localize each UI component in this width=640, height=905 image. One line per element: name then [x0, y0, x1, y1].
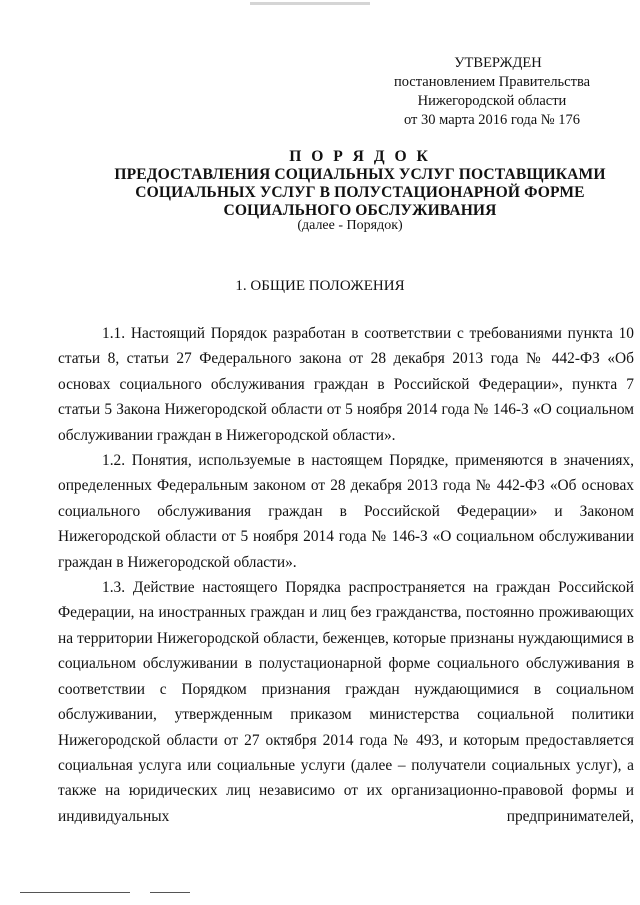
approval-heading: УТВЕРЖДЕН [454, 55, 542, 71]
approval-line-3: от 30 марта 2016 года № 176 [404, 112, 580, 128]
document-body [58, 321, 634, 829]
approval-line-2: Нижегородской области [417, 93, 567, 109]
title-line-4: СОЦИАЛЬНОГО ОБСЛУЖИВАНИЯ [223, 202, 497, 219]
document-title [80, 148, 640, 220]
scan-artifact [250, 0, 370, 10]
paragraph-1-1: 1.1. Настоящий Порядок разработан в соответствии с требованиями пункта 10 статьи 8, статьи 27 Федерального закона от 28 декабря 2013 года № 442-ФЗ «Об основах социального обслуживания граждан в Российской Федерации», пункта 7 статьи 5 Закона Нижегородской области от 5 ноября 2014 года № 146-З «О социальном обслуживании граждан в Нижегородской области». [58, 325, 634, 444]
approval-line-1: постановлением Правительства [393, 74, 591, 90]
paragraph-1-3: 1.3. Действие настоящего Порядка распространяется на граждан Российской Федерации, на иностранных граждан и лиц без гражданства, постоянно проживающих на территории Нижегородской области, беженцев, которые признаны нуждающимися в социальном обслуживании в полустационарной форме социального обслуживания в соответствии с Порядком признания граждан нуждающимися в социальном обслуживании, утвержденным приказом министерства социальной политики Нижегородской области от 27 октября 2014 года № 493, и которым предоставляется социальная услуга или социальные услуги (далее – получатели социальных услуг), а также на юридических лиц независимо от их организационно-правовой формы и индивидуальных предпринимателей, [58, 579, 634, 825]
title-line-1: П О Р Я Д О К [289, 148, 431, 165]
title-line-2: ПРЕДОСТАВЛЕНИЯ СОЦИАЛЬНЫХ УСЛУГ ПОСТАВЩИКАМИ [114, 166, 606, 183]
section-heading: 1. ОБЩИЕ ПОЛОЖЕНИЯ [235, 278, 405, 294]
footer-scan-line [150, 892, 190, 893]
title-line-3: СОЦИАЛЬНЫХ УСЛУГ В ПОЛУСТАЦИОНАРНОЙ ФОРМЕ [135, 184, 585, 201]
document-subtitle: (далее - Порядок) [297, 218, 403, 233]
paragraph-1-2: 1.2. Понятия, используемые в настоящем Порядке, применяются в значениях, определенных Федеральным законом от 28 декабря 2013 года № 442-ФЗ «Об основах социального обслуживания граждан в Российской Федерации» и Законом Нижегородской области от 5 ноября 2014 года № 146-З «О социальном обслуживании граждан в Нижегородской области». [58, 452, 634, 571]
footer-scan-line [20, 892, 130, 893]
approval-stamp [372, 54, 612, 130]
